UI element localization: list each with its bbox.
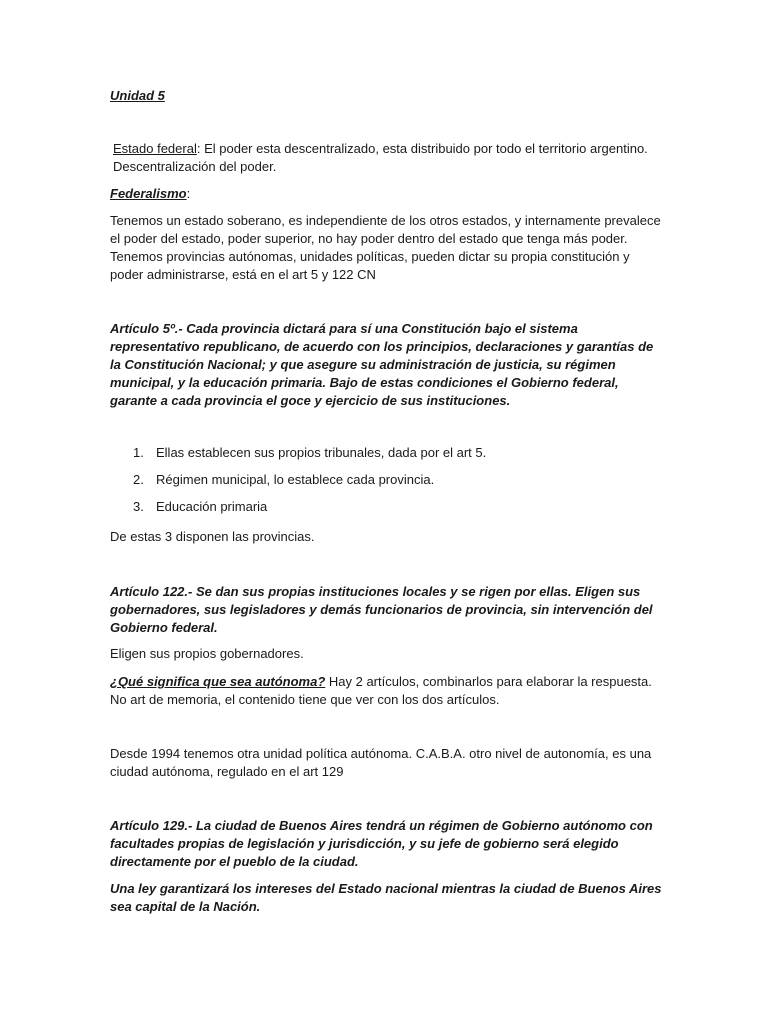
ley-paragraph: Una ley garantizará los intereses del Estado nacional mientras la ciudad de Buenos Aires sea capital de la Nación.: [110, 881, 662, 914]
federalismo-sep: :: [186, 186, 191, 201]
list-item-text: Régimen municipal, lo establece cada provincia.: [156, 472, 435, 487]
question-text: ¿Qué significa que sea autónoma?: [110, 674, 326, 689]
list-item-number: 1.: [133, 445, 144, 460]
list-item: [110, 444, 650, 471]
list-item-number: 3.: [133, 499, 144, 514]
estado-federal-sep: :: [196, 141, 201, 156]
articulo-122: Artículo 122.- Se dan sus propias instituciones locales y se rigen por ellas. Eligen sus gobernadores, sus legisladores y demás funcionarios de provincia, sin intervención del Gobierno federal.: [110, 584, 653, 635]
federalismo-heading: [110, 185, 666, 203]
gobernadores-paragraph: Eligen sus propios gobernadores.: [110, 646, 304, 661]
caba-paragraph: Desde 1994 tenemos otra unidad política autónoma. C.A.B.A. otro nivel de autonomía, es una ciudad autónoma, regulado en el art 129: [110, 746, 652, 779]
articulo-129: Artículo 129.- La ciudad de Buenos Aires tendrá un régimen de Gobierno autónomo con facultades propias de legislación y jurisdicción, y su jefe de gobierno será elegido directamente por el pueblo de la ciudad.: [110, 818, 653, 869]
provincias-list: [110, 444, 650, 525]
estado-federal-term: Estado federal: [113, 141, 197, 156]
list-item-text: Ellas establecen sus propios tribunales, dada por el art 5.: [156, 445, 487, 460]
articulo-5: Artículo 5º.- Cada provincia dictará para sí una Constitución bajo el sistema representativo republicano, de acuerdo con los principios, declaraciones y garantías de la Constitución Nacional; y que asegure su administración de justicia, su régimen municipal, y la educación primaria. Bajo de estas condiciones el Gobierno federal, garante a cada provincia el goce y ejercicio de sus instituciones.: [110, 321, 654, 408]
federalismo-paragraph: Tenemos un estado soberano, es independiente de los otros estados, y internamente prevalece el poder del estado, poder superior, no hay poder dentro del estado que tenga más poder. Tenemos provincias autónomas, unidades políticas, pueden dictar su propia constitución y poder administrarse, está en el art 5 y 122 CN: [110, 213, 661, 282]
list-item: [110, 498, 650, 525]
list-summary: De estas 3 disponen las provincias.: [110, 529, 315, 544]
estado-federal-text: El poder esta descentralizado, esta distribuido por todo el territorio argentino. Descentralización del poder.: [113, 141, 648, 174]
unit-title: Unidad 5: [110, 88, 165, 103]
federalismo-term: Federalismo: [110, 186, 187, 201]
list-item-number: 2.: [133, 472, 144, 487]
question-answer: Hay 2 artículos, combinarlos para elaborar la respuesta. No art de memoria, el contenido tiene que ver con los dos artículos.: [110, 674, 652, 707]
question-paragraph: [110, 673, 666, 709]
list-item-text: Educación primaria: [156, 499, 268, 514]
estado-federal-paragraph: [113, 140, 666, 176]
list-item: [110, 471, 650, 498]
